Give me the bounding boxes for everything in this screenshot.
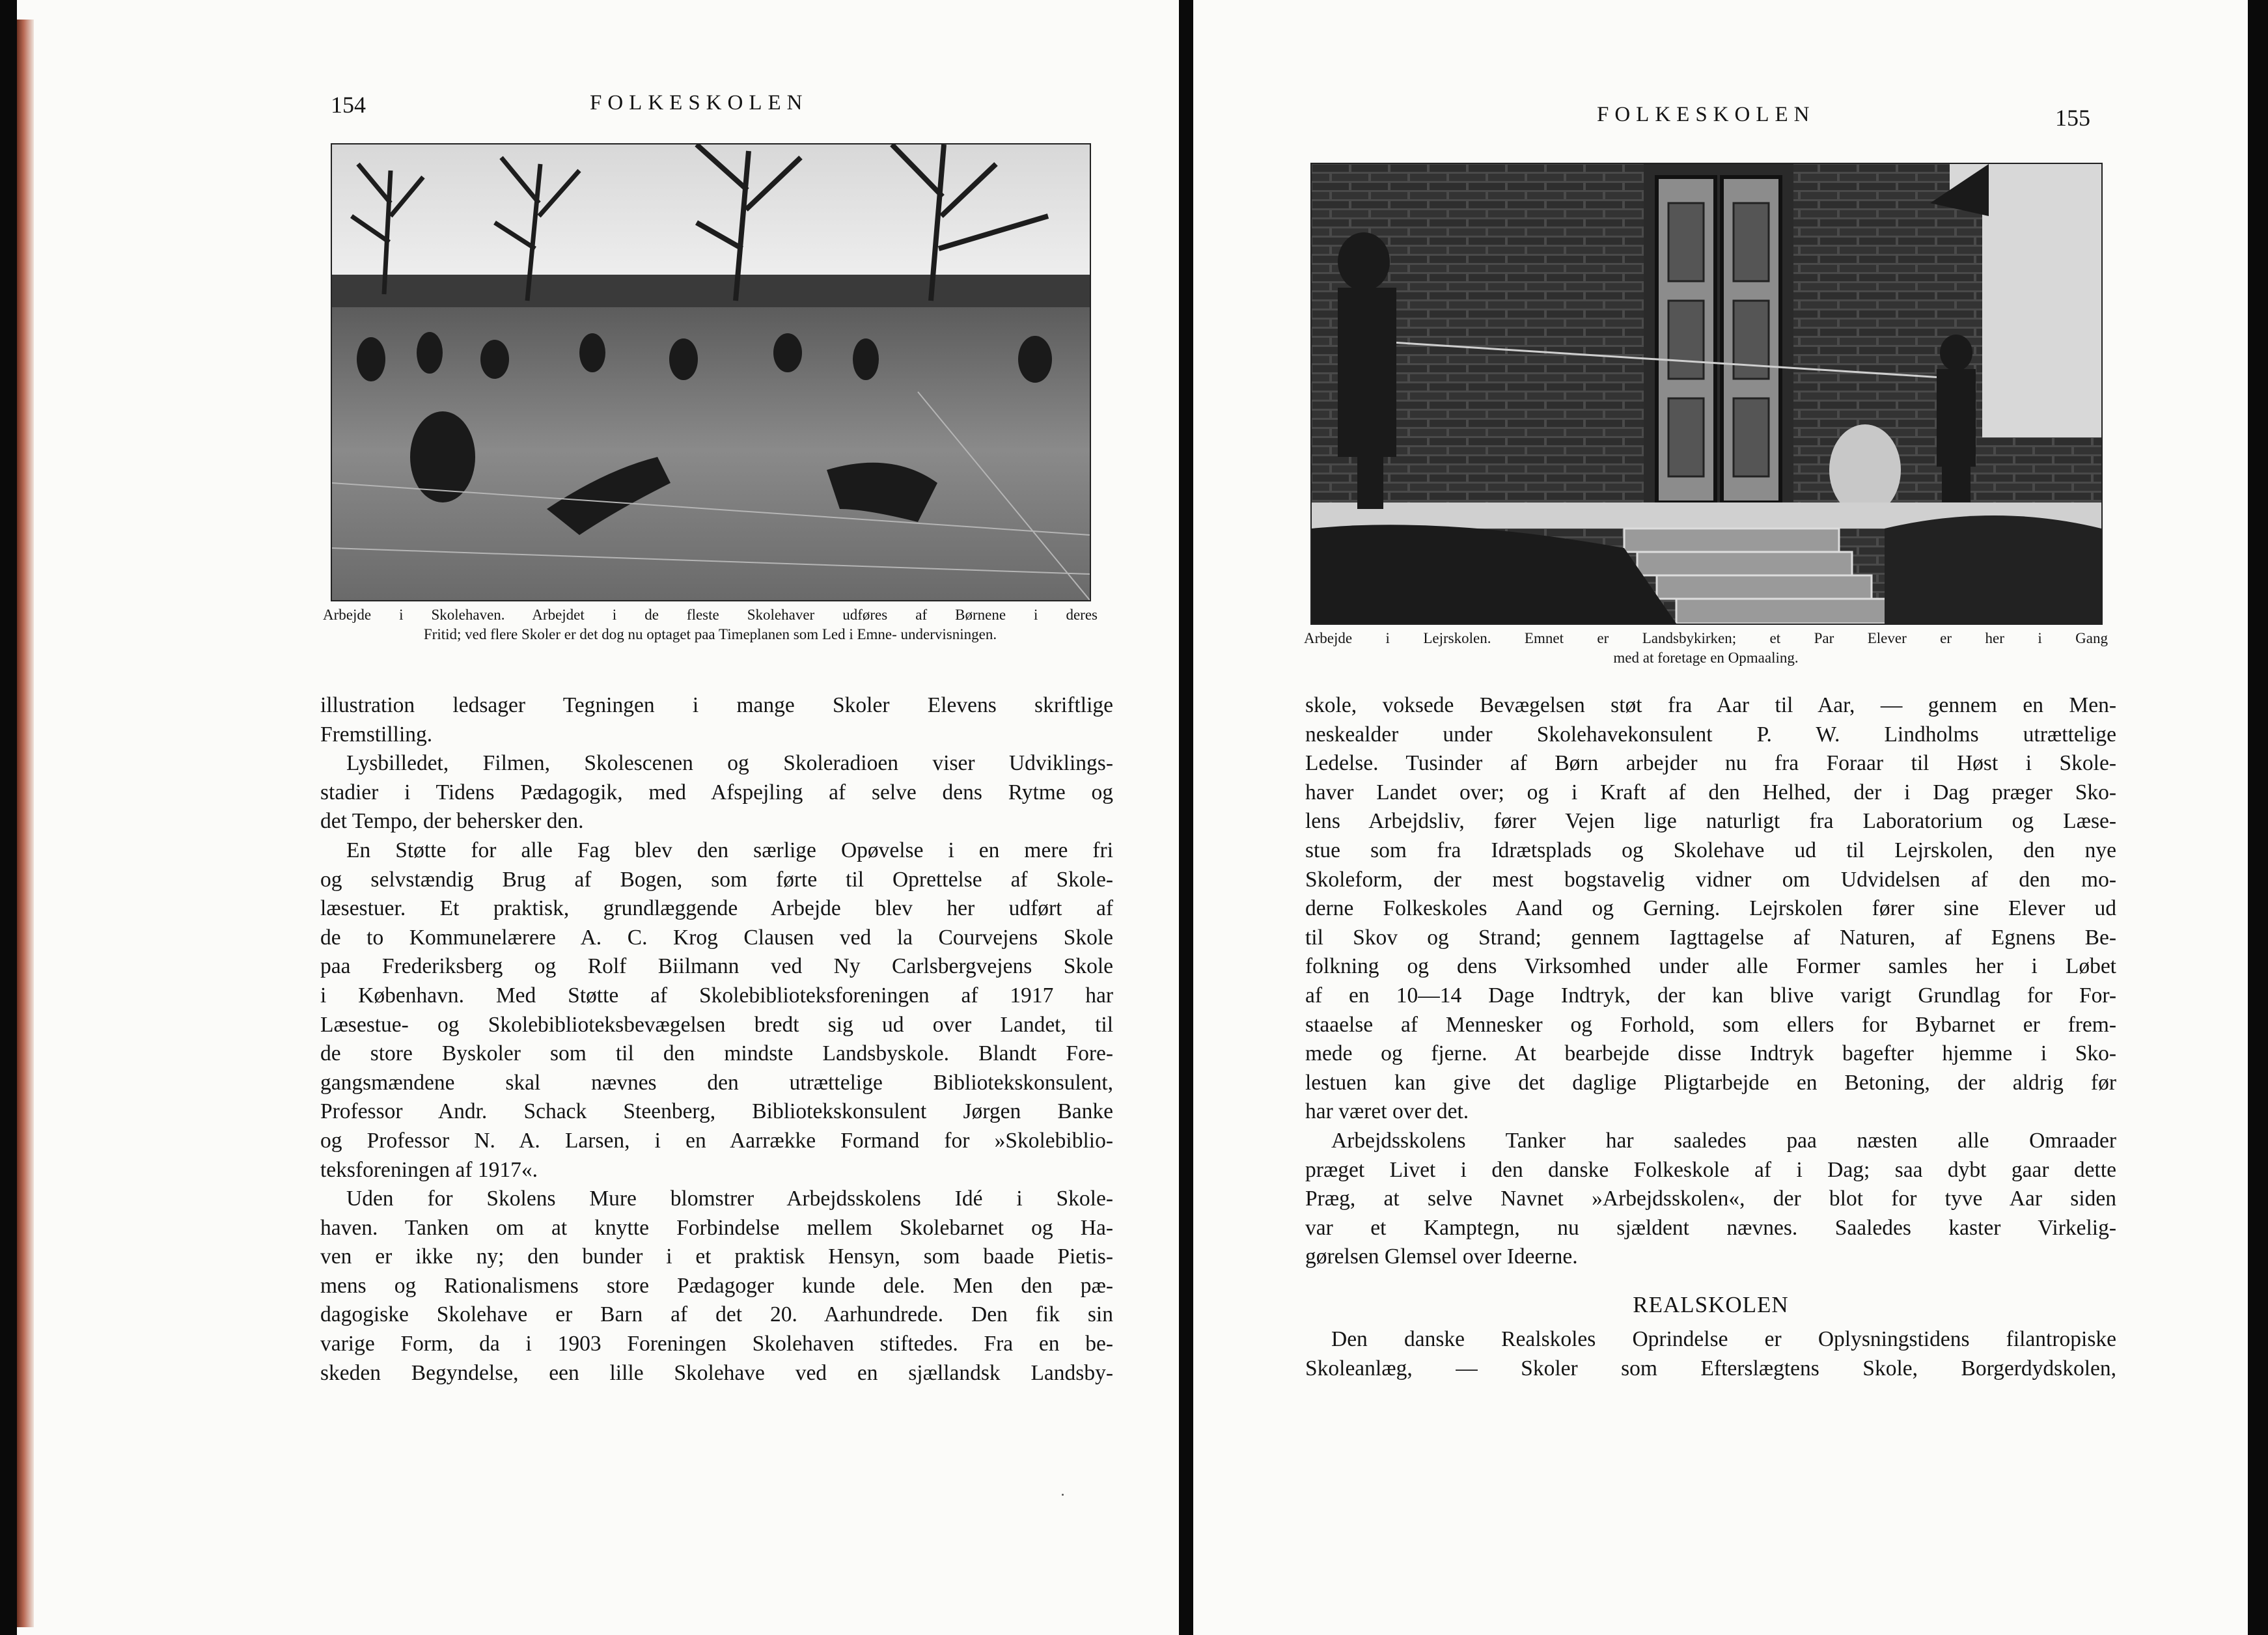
text-line: Skoleform, der mest bogstavelig vidner om Udvidelsen af den mo- <box>1305 867 2116 892</box>
text-line: haven. Tanken om at knytte Forbindelse mellem Skolebarnet og Ha- <box>320 1215 1113 1240</box>
text-line: Professor Andr. Schack Steenberg, Bibliotekskonsulent Jørgen Banke <box>320 1099 1113 1124</box>
text-line: Ledelse. Tusinder af Børn arbejder nu fra Foraar til Høst i Skole- <box>1305 751 2116 776</box>
text-line: i København. Med Støtte af Skolebiblioteksforeningen af 1917 har <box>320 983 1113 1008</box>
section-heading: REALSKOLEN <box>1633 1292 1789 1317</box>
page-speck <box>1062 1494 1064 1496</box>
text-line: gangsmændene skal nævnes den utrættelige Bibliotekskonsulent, <box>320 1070 1113 1095</box>
text-line: mede og fjerne. At bearbejde disse Indtryk bagefter hjemme i Sko- <box>1305 1041 2116 1066</box>
text-line: det Tempo, der behersker den. <box>320 809 584 834</box>
book-page-edge <box>17 20 34 1627</box>
body-text <box>1305 691 2116 1272</box>
running-head: FOLKESKOLEN <box>1597 103 1816 126</box>
left-page <box>17 0 1179 1635</box>
right-page <box>1193 0 2248 1635</box>
text-line: Den danske Realskoles Oprindelse er Oplysningstidens filantropiske <box>1331 1327 2116 1351</box>
text-line: og Professor N. A. Larsen, i en Aarrække Formand for »Skolebiblio- <box>320 1128 1113 1153</box>
caption-line: Arbejde i Skolehaven. Arbejdet i de fleste Skolehaver udføres af Børnene i deres <box>323 607 1098 623</box>
photo-caption <box>1304 629 2108 668</box>
text-line: de store Byskoler som til den mindste Landsbyskole. Blandt Fore- <box>320 1041 1113 1066</box>
text-line: Lysbilledet, Filmen, Skolescenen og Skoleradioen viser Udviklings- <box>346 751 1113 776</box>
text-line: stadier i Tidens Pædagogik, med Afspejling af selve dens Rytme og <box>320 780 1113 804</box>
village-church-photo <box>1310 163 2103 625</box>
text-line: ven er ikke ny; den bunder i et praktisk Hensyn, som baade Pietis- <box>320 1244 1113 1269</box>
text-line: af en 10—14 Dage Indtryk, der kan blive varigt Grundlag for For- <box>1305 983 2116 1008</box>
text-line: skeden Begyndelse, een lille Skolehave ved en sjællandsk Landsby- <box>320 1360 1113 1385</box>
caption-line: med at foretage en Opmaaling. <box>1613 650 1799 666</box>
running-head: FOLKESKOLEN <box>590 91 809 115</box>
page-number: 154 <box>331 92 366 118</box>
body-text <box>320 691 1113 1388</box>
text-line: haver Landet over; og i Kraft af den Helhed, der i Dag præger Sko- <box>1305 780 2116 804</box>
text-line: varige Form, da i 1903 Foreningen Skolehaven stiftedes. Fra en be- <box>320 1332 1113 1356</box>
caption-line: Fritid; ved flere Skoler er det dog nu optaget paa Timeplanen som Led i Emne- <box>423 626 897 642</box>
text-line: gørelsen Glemsel over Ideerne. <box>1305 1244 1578 1269</box>
text-line: til Skov og Strand; gennem Iagttagelse af Naturen, af Egnens Be- <box>1305 925 2116 950</box>
section-text <box>1305 1325 2116 1383</box>
text-line: paa Frederiksberg og Rolf Biilmann ved Ny Carlsbergvejens Skole <box>320 954 1113 979</box>
caption-line: Arbejde i Lejrskolen. Emnet er Landsbykirken; et Par Elever er her i Gang <box>1304 630 2108 646</box>
school-garden-photo <box>331 143 1091 601</box>
text-line: var et Kamptegn, nu sjældent nævnes. Saaledes kaster Virkelig- <box>1305 1215 2116 1240</box>
text-line: teksforeningen af 1917«. <box>320 1157 538 1182</box>
text-line: mens og Rationalismens store Pædagoger kunde dele. Men den pæ- <box>320 1273 1113 1298</box>
text-line: lestuen kan give det daglige Pligtarbejde en Betoning, der aldrig før <box>1305 1070 2116 1095</box>
text-line: folkning og dens Virksomhed under alle Former samles her i Løbet <box>1305 954 2116 979</box>
text-line: staaelse af Mennesker og Forhold, som ellers for Bybarnet er frem- <box>1305 1012 2116 1037</box>
text-line: de to Kommunelærere A. C. Krog Clausen ved la Courvejens Skole <box>320 925 1113 950</box>
text-line: stue som fra Idrætsplads og Skolehave ud til Lejrskolen, den nye <box>1305 838 2116 862</box>
text-line: Uden for Skolens Mure blomstrer Arbejdsskolens Idé i Skole- <box>346 1187 1113 1211</box>
text-line: Fremstilling. <box>320 722 433 747</box>
text-line: Skoleanlæg, — Skoler som Efterslægtens Skole, Borgerdydskolen, <box>1305 1356 2116 1381</box>
text-line: lens Arbejdsliv, fører Vejen lige naturligt fra Laboratorium og Læse- <box>1305 809 2116 834</box>
text-line: illustration ledsager Tegningen i mange Skoler Elevens skriftlige <box>320 693 1113 717</box>
text-line: skole, voksede Bevægelsen støt fra Aar til Aar, — gennem en Men- <box>1305 693 2116 717</box>
photo-caption <box>323 605 1098 644</box>
text-line: læsestuer. Et praktisk, grundlæggende Arbejde blev her udført af <box>320 896 1113 921</box>
text-line: Arbejdsskolens Tanker har saaledes paa næsten alle Omraader <box>1331 1128 2116 1153</box>
caption-line: undervisningen. <box>900 626 997 642</box>
text-line: En Støtte for alle Fag blev den særlige Opøvelse i en mere fri <box>346 838 1113 862</box>
text-line: Præg, at selve Navnet »Arbejdsskolen«, der blot for tyve Aar siden <box>1305 1187 2116 1211</box>
text-line: Læsestue- og Skolebiblioteksbevægelsen bredt sig ud over Landet, til <box>320 1012 1113 1037</box>
text-line: dagogiske Skolehave er Barn af det 20. Aarhundrede. Den fik sin <box>320 1302 1113 1327</box>
text-line: har været over det. <box>1305 1099 1469 1124</box>
text-line: og selvstændig Brug af Bogen, som førte til Oprettelse af Skole- <box>320 867 1113 892</box>
page-number: 155 <box>2055 105 2090 131</box>
text-line: neskealder under Skolehavekonsulent P. W. Lindholms utrættelige <box>1305 722 2116 747</box>
text-line: derne Folkeskoles Aand og Gerning. Lejrskolen fører sine Elever ud <box>1305 896 2116 921</box>
text-line: præget Livet i den danske Folkeskole af i Dag; saa dybt gaar dette <box>1305 1157 2116 1182</box>
